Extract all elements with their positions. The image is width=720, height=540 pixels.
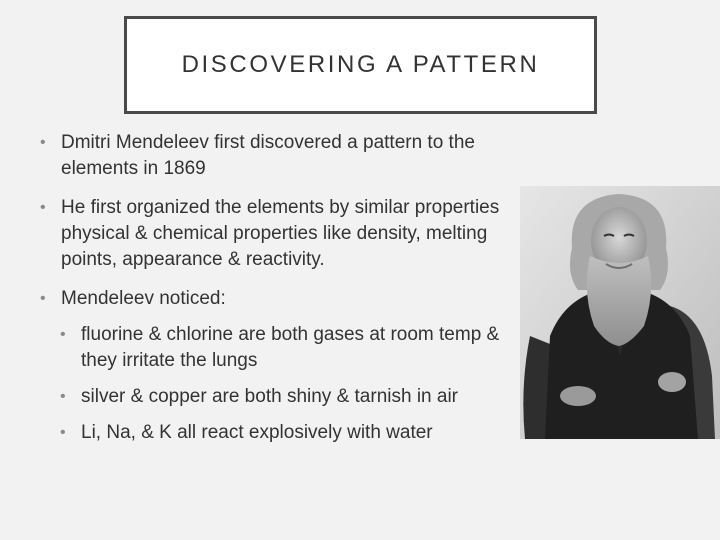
sub-bullet-item: • fluorine & chlorine are both gases at room temp & they irritate the lungs [60, 322, 520, 374]
slide-title: DISCOVERING A PATTERN [181, 51, 540, 78]
portrait-image [520, 186, 720, 439]
bullet-item: • Dmitri Mendeleev first discovered a pattern to the elements in 1869 [40, 130, 520, 182]
bullet-list [40, 130, 520, 456]
bullet-item: • He first organized the elements by similar properties physical & chemical properties like density, melting points, appearance & reactivity. [40, 195, 520, 273]
bullet-item: • Mendeleev noticed: [40, 286, 520, 312]
portrait-illustration [520, 186, 720, 439]
sub-bullet-item: • Li, Na, & K all react explosively with water [60, 420, 520, 446]
title-box [124, 16, 597, 114]
sub-bullet-item: • silver & copper are both shiny & tarnish in air [60, 384, 520, 410]
